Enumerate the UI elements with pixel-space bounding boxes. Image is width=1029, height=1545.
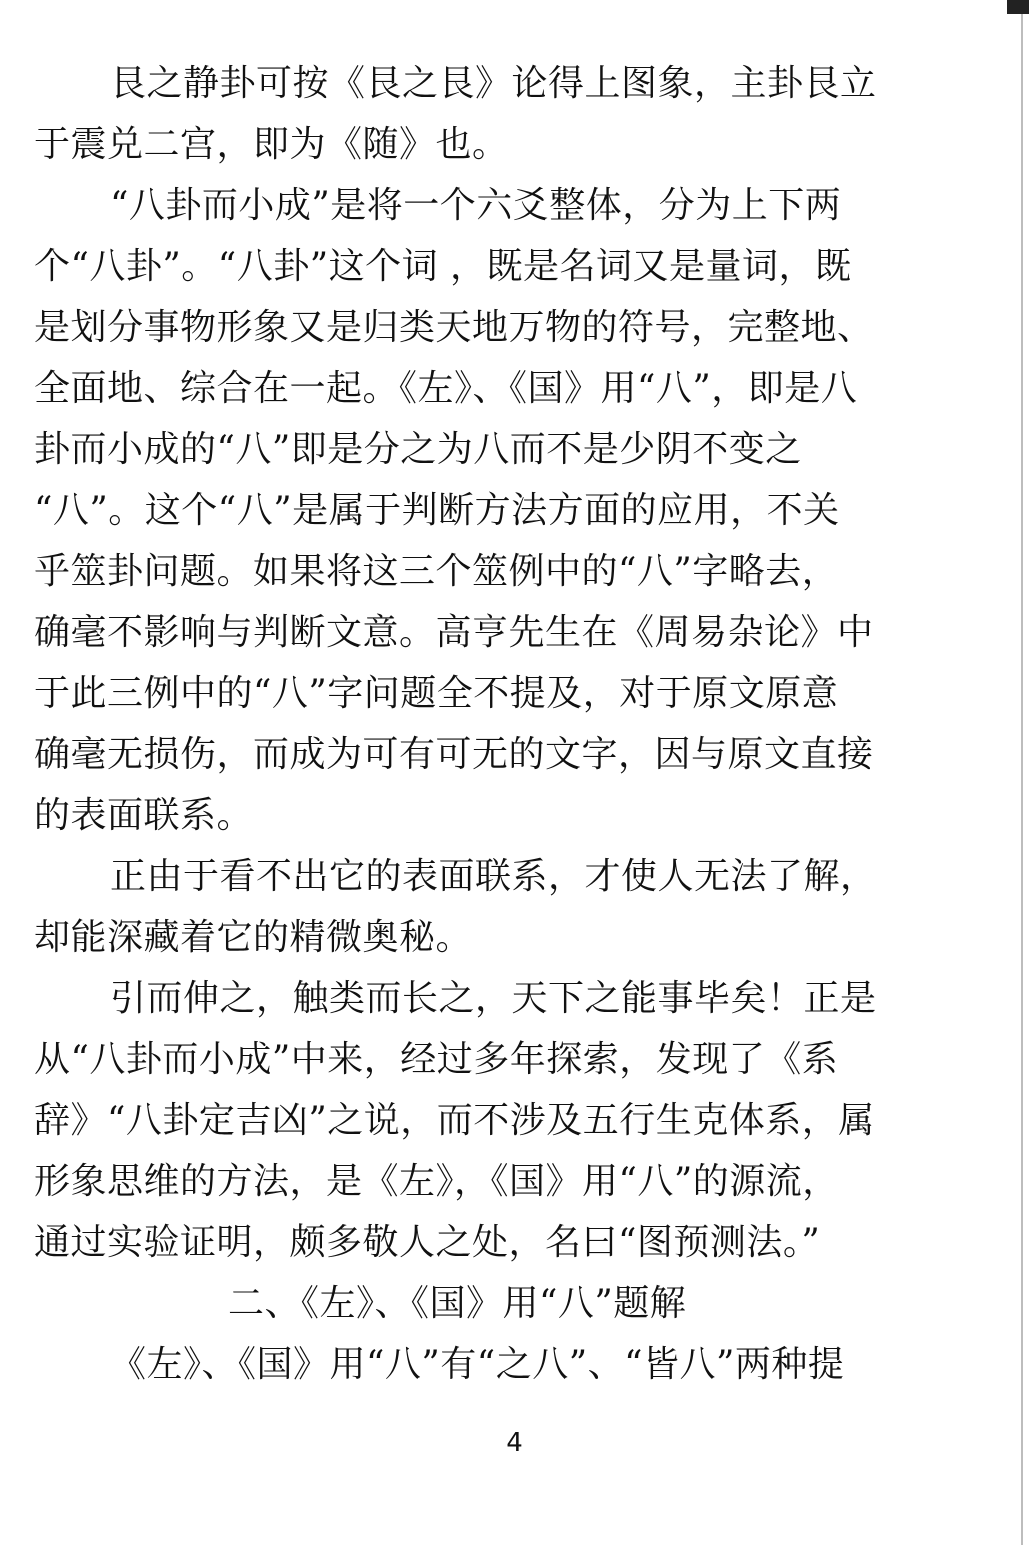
scan-edge-line [1021,0,1023,1545]
section-heading: 二、《左》、《国》用“八”题解 [228,1283,687,1324]
text-line: 辞》“八卦定吉凶”之说，而不涉及五行生克体系，属 [34,1100,875,1141]
text-line: 个“八卦”。“八卦”这个词 ，既是名词又是量词，既 [34,246,852,287]
text-line: 引而伸之，触类而长之，天下之能事毕矣！正是 [110,978,877,1019]
text-line: 《左》、《国》用“八”有“之八”、“皆八”两种提 [110,1344,845,1385]
text-line: “八卦而小成”是将一个六爻整体，分为上下两 [110,185,842,226]
text-line: 却能深藏着它的精微奥秘。 [34,917,473,958]
text-line: 乎筮卦问题。如果将这三个筮例中的“八”字略去， [34,551,839,592]
text-line: 卦而小成的“八”即是分之为八而不是少阴不变之 [34,429,802,470]
text-line: 的表面联系。 [34,795,254,836]
text-line: 于此三例中的“八”字问题全不提及，对于原文原意 [34,673,839,714]
text-line: 全面地、综合在一起。《左》、《国》用“八”，即是八 [34,368,858,409]
text-line: “八”。这个“八”是属于判断方法方面的应用，不关 [34,490,840,531]
text-line: 于震兑二宫，即为《随》也。 [34,124,509,165]
scan-corner-mark [1007,0,1029,14]
text-line: 确毫无损伤，而成为可有可无的文字，因与原文直接 [34,734,874,775]
text-line: 确毫不影响与判断文意。高亨先生在《周易杂论》中 [34,612,874,653]
page-number: 4 [506,1428,523,1458]
text-line: 正由于看不出它的表面联系，才使人无法了解， [110,856,877,897]
text-line: 形象思维的方法，是《左》，《国》用“八”的源流， [34,1161,839,1202]
text-line: 通过实验证明，颇多敬人之处，名曰“图预测法。” [34,1222,821,1263]
text-line: 艮之静卦可按《艮之艮》论得上图象，主卦艮立 [110,63,877,104]
text-line: 从“八卦而小成”中来，经过多年探索，发现了《系 [34,1039,839,1080]
text-line: 是划分事物形象又是归类天地万物的符号，完整地、 [34,307,874,348]
